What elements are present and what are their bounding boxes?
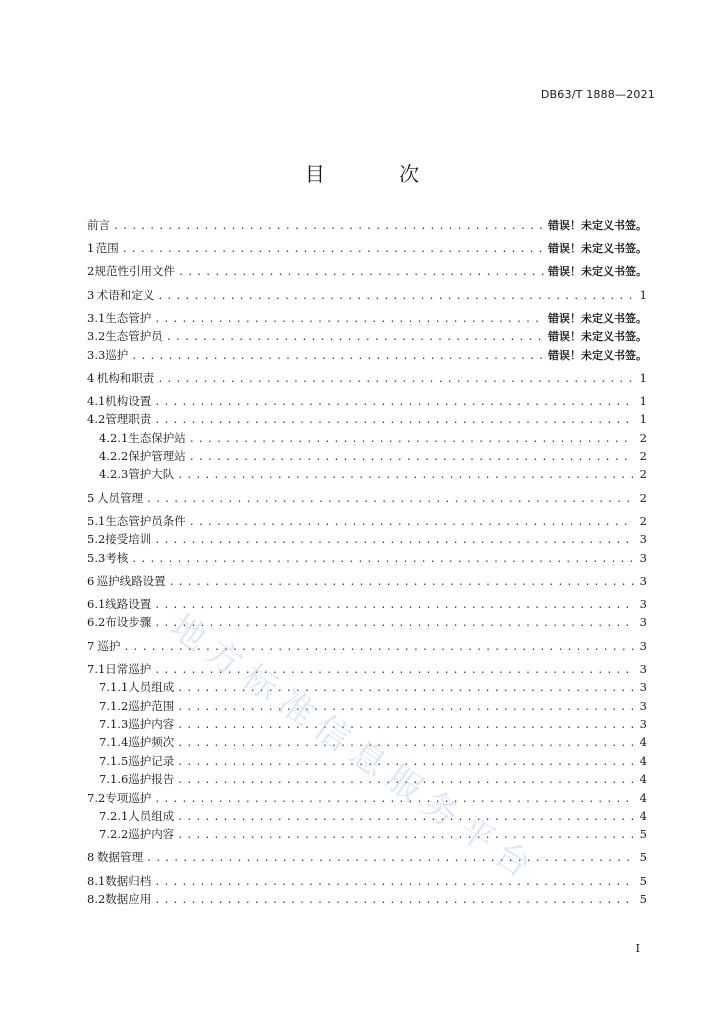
toc-entry-page: 3 [639,698,647,713]
toc-entry-number: 5 [87,490,95,505]
toc-dot-leader [113,218,545,236]
toc-dot-leader [157,288,634,306]
toc-entry-number: 7.1.1 [99,680,129,695]
toc-dot-leader [157,371,634,389]
toc-entry-label: 日常巡护 [105,661,152,676]
toc-entry[interactable] [87,789,647,807]
toc-entry[interactable] [87,752,647,770]
toc-dot-leader [154,615,634,633]
toc-entry[interactable] [87,807,647,825]
toc-dot-leader [154,532,634,550]
toc-entry-page: 2 [639,430,647,445]
toc-entry[interactable] [87,572,647,590]
toc-entry-number: 7.1.3 [99,716,129,731]
toc-entry-number: 7.2.2 [99,827,129,842]
toc-dot-leader [131,348,545,366]
toc-entry-page: 错误！未定义书签。 [548,348,647,362]
toc-entry-number: 7.1 [87,661,106,676]
toc-entry[interactable] [87,678,647,696]
toc-entry-page: 4 [639,735,647,750]
toc-entry-page: 2 [639,490,647,505]
toc-dot-leader [177,717,634,735]
toc-entry-number: 5.1 [87,513,106,528]
toc-entry[interactable] [87,465,647,483]
toc-entry[interactable] [87,489,647,507]
toc-entry-label: 考核 [105,550,129,565]
toc-dot-leader [177,809,634,827]
toc-entry-page: 3 [639,680,647,695]
toc-entry-number: 5.2 [87,532,106,547]
toc-entry[interactable] [87,890,647,908]
toc-entry-label: 机构设置 [105,393,152,408]
toc-entry[interactable] [87,429,647,447]
toc-title: 目 次 [304,162,454,186]
toc-entry[interactable] [87,733,647,751]
toc-entry-label: 巡护报告 [128,772,175,787]
toc-dot-leader [154,791,634,809]
toc-dot-leader [154,892,634,910]
toc-entry-number: 6.2 [87,615,106,630]
toc-entry-label: 数据应用 [105,892,152,907]
toc-entry-label: 巡护内容 [128,716,175,731]
toc-entry-page: 4 [639,790,647,805]
toc-entry-label: 管理职责 [105,412,152,427]
toc-entry-page: 错误！未定义书签。 [548,242,647,256]
toc-entry-label: 巡护 [105,347,129,362]
toc-entry-number: 7.1.5 [99,753,129,768]
toc-entry-number: 7.1.6 [99,772,129,787]
toc-entry[interactable] [87,447,647,465]
toc-entry[interactable] [87,715,647,733]
toc-entry-number: 5.3 [87,550,106,565]
toc-dot-leader [177,680,634,698]
toc-entry-label: 生态保护站 [128,430,186,445]
toc-entry-page: 1 [639,412,647,427]
toc-entry-number: 7.2.1 [99,808,129,823]
toc-entry-page: 3 [639,597,647,611]
toc-dot-leader [189,449,634,467]
toc-entry[interactable] [87,595,647,613]
toc-entry[interactable] [87,392,647,410]
toc-dot-leader [169,574,634,592]
toc-dot-leader [122,241,545,259]
toc-entry-page: 5 [639,850,647,865]
toc-entry-number: 7.1.2 [99,698,129,713]
toc-entry-page: 2 [639,467,647,482]
toc-entry-page: 3 [639,638,647,653]
toc-entry[interactable] [87,410,647,428]
toc-dot-leader [154,597,634,615]
toc-entry[interactable] [87,637,647,655]
toc-entry[interactable] [87,369,647,387]
toc-entry[interactable] [87,825,647,843]
toc-dot-leader [154,662,634,680]
toc-entry[interactable] [87,848,647,866]
toc-entry[interactable] [87,613,647,631]
toc-entry-label: 巡护范围 [128,698,175,713]
toc-entry-page: 5 [639,827,647,842]
toc-entry-label: 保护管理站 [128,449,186,464]
toc-dot-leader [154,412,634,430]
toc-entry-label: 巡护 [97,638,121,653]
toc-entry-label: 线路设置 [105,597,152,611]
toc-entry-number: 1 [87,241,95,256]
standard-code: DB63/T 1888—2021 [540,88,655,101]
toc-entry-number: 8.2 [87,892,106,907]
toc-entry-number: 4.2.2 [99,449,129,464]
toc-entry-label: 生态管护 [105,310,152,325]
toc-dot-leader [154,394,634,412]
toc-entry[interactable] [87,697,647,715]
toc-entry-number: 4.2.1 [99,430,129,445]
toc-dot-leader [166,329,545,347]
toc-entry-number: 8 [87,850,95,865]
toc-entry-label: 规范性引用文件 [94,264,176,279]
toc-entry-page: 3 [639,661,647,676]
page-number: I [635,942,640,955]
toc-dot-leader [177,827,634,845]
toc-entry[interactable] [87,770,647,788]
toc-entry-page: 5 [639,873,647,888]
toc-entry-number: 4.1 [87,393,106,408]
toc-entry-number: 8.1 [87,873,106,888]
toc-entry-label: 机构和职责 [96,370,155,385]
toc-dot-leader [177,754,634,772]
toc-entry-number: 4.2 [87,412,106,427]
toc-dot-leader [124,639,635,657]
toc-entry-page: 4 [639,772,647,787]
toc-entry-label: 前言 [87,218,110,232]
toc-entry-label: 巡护内容 [128,827,175,842]
toc-dot-leader [154,311,545,329]
toc-entry-page: 3 [639,532,647,547]
toc-entry-number: 3.1 [87,310,106,325]
toc-entry-label: 人员组成 [128,680,175,695]
toc-entry-label: 巡护记录 [128,753,175,768]
toc-entry-label: 巡护频次 [128,735,175,750]
toc-entry-number: 6.1 [87,597,106,611]
toc-entry-label: 术语和定义 [96,287,155,302]
toc-entry-page: 1 [639,370,647,385]
toc-entry-page: 1 [639,287,647,302]
toc-entry-page: 错误！未定义书签。 [548,219,647,232]
toc-entry-number: 4.2.3 [99,467,129,482]
toc-entry-page: 3 [639,550,647,565]
watermark: 地方标准信息服务平台 [162,606,546,892]
toc-entry-label: 数据归档 [105,873,152,888]
toc-entry-number: 2 [87,264,95,279]
toc-entry-number: 7.1.4 [99,735,129,750]
toc-entry[interactable] [87,262,647,280]
toc-entry-label: 管护大队 [128,467,175,482]
toc-entry[interactable] [87,286,647,304]
toc-entry-page: 3 [639,573,647,588]
toc-dot-leader [146,491,634,509]
toc-entry-page: 错误！未定义书签。 [548,311,647,325]
toc-dot-leader [131,551,634,569]
toc-entry[interactable] [87,327,647,345]
toc-entry-number: 3 [87,287,95,302]
toc-entry-page: 错误！未定义书签。 [548,330,647,344]
toc-entry-label: 人员管理 [97,490,144,505]
toc-dot-leader [177,772,634,790]
toc-entry-label: 布设步骤 [105,615,152,630]
toc-entry-page: 3 [639,615,647,630]
toc-entry[interactable] [87,660,647,678]
toc-entry-page: 错误！未定义书签。 [548,265,647,279]
toc-entry-label: 接受培训 [105,532,152,547]
toc-entry-label: 数据管理 [97,850,144,865]
toc-entry[interactable] [87,346,647,364]
toc-entry-number: 3.2 [87,329,106,344]
toc-entry-number: 7.2 [87,790,106,805]
toc-entry[interactable] [87,512,647,530]
toc-entry[interactable] [87,216,647,234]
toc-entry-label: 生态管护员条件 [105,513,186,528]
toc-entry[interactable] [87,872,647,890]
toc-entry-page: 2 [639,513,647,528]
toc-dot-leader [189,514,634,532]
toc-entry-number: 7 [87,638,95,653]
toc-entry-label: 巡护线路设置 [96,573,166,588]
toc-entry-page: 4 [639,808,647,823]
toc-entry-label: 生态管护员 [105,329,163,344]
toc-dot-leader [154,874,634,892]
toc-entry[interactable] [87,549,647,567]
toc-entry-page: 2 [639,449,647,464]
toc-entry-page: 3 [639,716,647,731]
table-of-contents [87,216,647,908]
toc-dot-leader [177,699,634,717]
toc-entry[interactable] [87,239,647,257]
toc-entry[interactable] [87,530,647,548]
toc-dot-leader [178,264,545,282]
toc-entry-page: 1 [639,393,647,408]
toc-entry-label: 人员组成 [128,808,175,823]
toc-dot-leader [177,735,634,753]
toc-entry-page: 4 [639,753,647,768]
toc-entry-number: 4 [87,370,95,385]
toc-dot-leader [177,467,634,485]
toc-entry[interactable] [87,309,647,327]
toc-dot-leader [189,431,634,449]
toc-entry-label: 范围 [95,241,119,256]
toc-entry-number: 6 [87,573,95,588]
toc-entry-number: 3.3 [87,347,106,362]
toc-dot-leader [146,850,634,868]
toc-entry-page: 5 [639,892,647,907]
toc-entry-label: 专项巡护 [105,790,152,805]
